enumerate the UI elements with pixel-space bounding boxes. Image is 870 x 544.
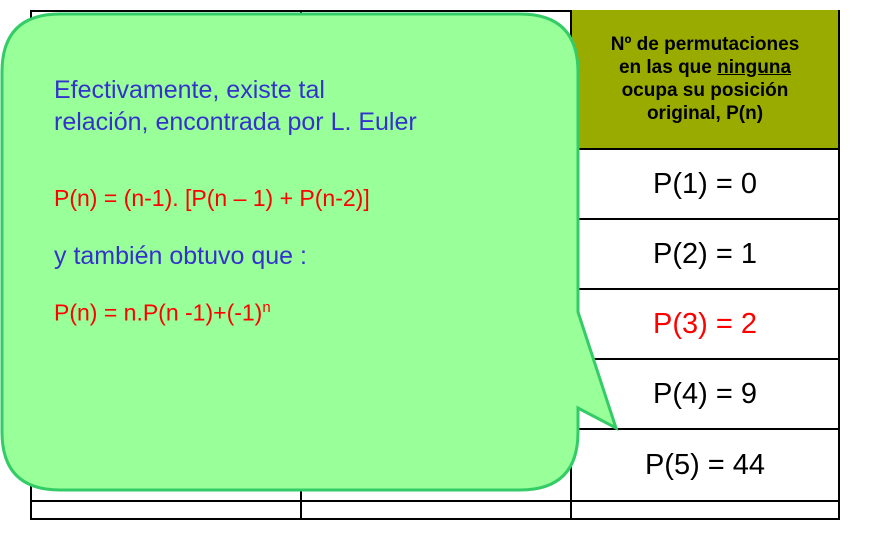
table-header-line-4: original, P(n) bbox=[646, 103, 764, 125]
callout-spacer-3 bbox=[54, 272, 554, 298]
callout-balloon bbox=[0, 12, 620, 508]
table-cell-value: P(3) = 2 bbox=[653, 307, 757, 340]
callout-text-block bbox=[54, 74, 554, 328]
table-header-line-2 bbox=[611, 56, 800, 79]
callout-formula-1: P(n) = (n-1). [P(n – 1) + P(n-2)] bbox=[54, 185, 370, 211]
callout-formula-2 bbox=[54, 298, 554, 329]
table-cell-value: P(2) = 1 bbox=[653, 237, 757, 270]
table-header-line-3: ocupa su posición bbox=[621, 80, 789, 101]
table-header-line-1: Nº de permutaciones bbox=[610, 33, 800, 55]
callout-formula-2-main: P(n) = n.P(n -1)+(-1) bbox=[54, 299, 263, 326]
table-cell-value: P(1) = 0 bbox=[653, 167, 757, 200]
table-cell-value: P(5) = 44 bbox=[644, 448, 766, 481]
callout-formula-2-exponent: n bbox=[262, 298, 271, 316]
callout-spacer-2 bbox=[54, 214, 554, 240]
table-cell-value: P(4) = 9 bbox=[653, 377, 757, 410]
callout-middle-text: y también obtuvo que : bbox=[54, 241, 307, 270]
callout-intro-line-1: Efectivamente, existe tal bbox=[54, 76, 325, 104]
callout-intro-line-2: relación, encontrada por L. Euler bbox=[54, 108, 417, 136]
table-header-line-2-prefix: en las que bbox=[618, 56, 718, 78]
table-header-line-2-underlined: ninguna bbox=[717, 56, 792, 78]
callout-spacer-1 bbox=[54, 138, 554, 184]
